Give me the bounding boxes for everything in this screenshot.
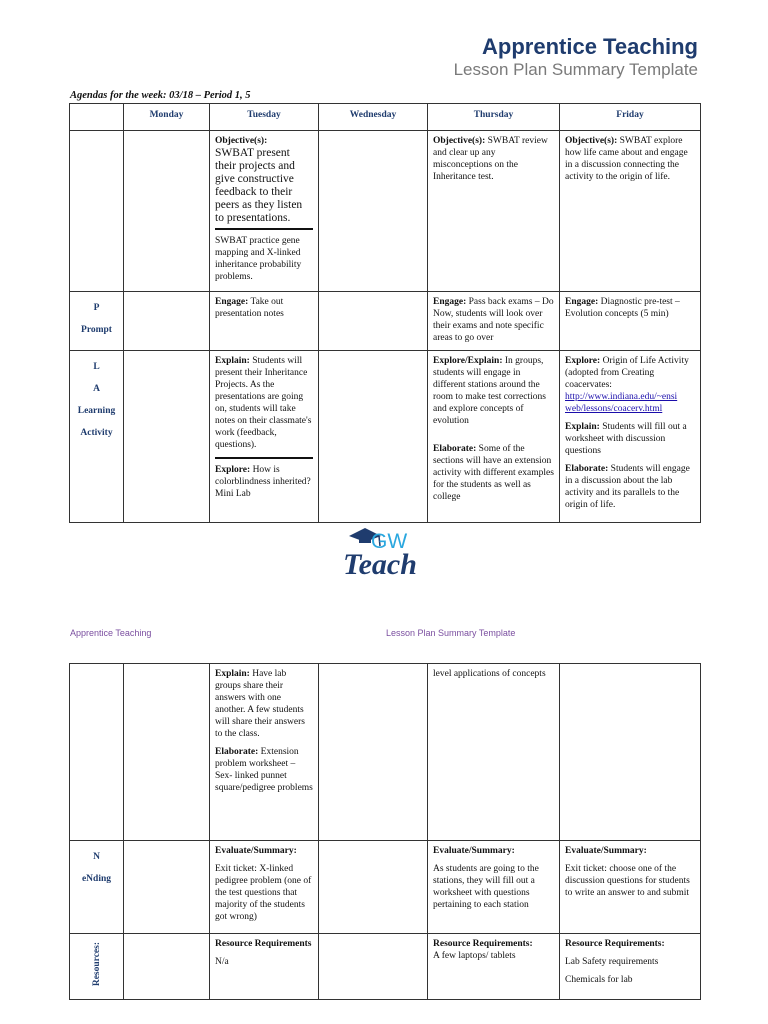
objective-label-cell	[70, 131, 124, 292]
row-label: Activity	[80, 428, 113, 438]
friday-continued	[560, 664, 701, 841]
resources-row	[70, 934, 701, 1000]
elaborate-block	[433, 443, 554, 503]
evaluate-text: Exit ticket: X-linked pedigree problem (one of the test questions that majority of the students got wrong)	[215, 864, 312, 922]
row-letter: L	[93, 362, 100, 372]
explore-label: Explore:	[565, 356, 601, 366]
explain-label: Explain:	[215, 669, 250, 679]
evaluate-text: As students are going to the stations, they will fill out a worksheet with questions pertaining to each station	[433, 864, 539, 910]
resources-label: Resources:	[91, 942, 102, 987]
tuesday-learning	[210, 351, 319, 523]
monday-prompt	[124, 292, 210, 351]
evaluate-label	[215, 845, 313, 857]
wednesday-ending	[319, 841, 428, 934]
objective-label: Objective(s):	[215, 136, 268, 146]
elaborate-block	[565, 463, 695, 511]
friday-prompt	[560, 292, 701, 351]
elaborate-label: Elaborate:	[433, 444, 477, 454]
logo-bottom-text: Teach	[343, 548, 417, 581]
explore-block	[433, 355, 554, 427]
day-tuesday: Tuesday	[210, 104, 319, 131]
learning-row	[70, 351, 701, 523]
explain-label: Explain:	[215, 356, 250, 366]
thursday-objective	[428, 131, 560, 292]
resource-text: N/a	[215, 957, 229, 967]
explain-block	[565, 421, 695, 457]
row-letter: P	[93, 303, 100, 313]
footer-center: Lesson Plan Summary Template	[386, 628, 516, 638]
evaluate-label	[433, 845, 554, 857]
lesson-plan-table-top	[69, 103, 701, 523]
elaborate-text: Extension problem worksheet – Sex- linked punnet square/pedigree problems	[215, 747, 313, 793]
day-thursday: Thursday	[428, 104, 560, 131]
explain-block	[215, 355, 313, 451]
elaborate-label: Elaborate:	[215, 747, 259, 757]
resource-item: Lab Safety requirements	[565, 957, 659, 967]
wednesday-prompt	[319, 292, 428, 351]
evaluate-label	[565, 845, 695, 857]
wednesday-continued	[319, 664, 428, 841]
row-label: Learning	[77, 406, 116, 416]
friday-ending	[560, 841, 701, 934]
gw-teach-logo	[343, 522, 438, 582]
monday-objective	[124, 131, 210, 292]
ending-label-cell	[70, 841, 124, 934]
engage-text: Diagnostic pre-test – Evolution concepts (5 min)	[565, 297, 680, 319]
wednesday-objective	[319, 131, 428, 292]
learning-label-cell	[70, 351, 124, 523]
objective-label: Objective(s):	[565, 136, 618, 146]
monday-resources	[124, 934, 210, 1000]
resource-label	[565, 938, 695, 950]
row-letter: A	[93, 384, 100, 394]
continued-label-cell	[70, 664, 124, 841]
prompt-label-cell	[70, 292, 124, 351]
objective-extra: SWBAT practice gene mapping and X-linked inheritance probability problems.	[215, 236, 302, 282]
thursday-ending	[428, 841, 560, 934]
explain-label: Explain:	[565, 422, 600, 432]
evaluate-text: Exit ticket: choose one of the discussion questions for students to write an answer to and submit	[565, 864, 690, 898]
objective-text: SWBAT review and clear up any misconceptions on the Inheritance test.	[433, 136, 548, 182]
footer-left: Apprentice Teaching	[70, 628, 152, 638]
objective-label: Objective(s):	[433, 136, 486, 146]
objective-text: SWBAT explore how life came about and engage in a discussion connecting the activity to the origin of life.	[565, 136, 688, 182]
day-monday: Monday	[124, 104, 210, 131]
elaborate-block	[215, 746, 313, 794]
engage-label: Engage:	[565, 297, 599, 307]
logo-top-text: GW	[371, 530, 408, 553]
coacervates-link[interactable]: http://www.indiana.edu/~ensi web/lessons/coacerv.html	[565, 392, 678, 414]
explore-text: Origin of Life Activity (adopted from Creating coacervates:	[565, 356, 689, 390]
tuesday-resources	[210, 934, 319, 1000]
ending-row	[70, 841, 701, 934]
evaluate-label-text: Evaluate/Summary:	[215, 846, 297, 856]
divider	[215, 228, 313, 230]
wednesday-learning	[319, 351, 428, 523]
thursday-continued	[428, 664, 560, 841]
divider	[215, 457, 313, 459]
explore-block	[215, 464, 313, 500]
engage-label: Engage:	[433, 297, 467, 307]
engage-text: Take out presentation notes	[215, 297, 284, 319]
objective-text: SWBAT present their projects and give constructive feedback to their peers as they listen to presentations.	[215, 147, 303, 224]
resource-label	[215, 938, 313, 950]
row-label: Prompt	[81, 325, 112, 335]
tuesday-continued	[210, 664, 319, 841]
day-header-row	[70, 104, 701, 131]
thursday-prompt	[428, 292, 560, 351]
monday-ending	[124, 841, 210, 934]
evaluate-label-text: Evaluate/Summary:	[433, 846, 515, 856]
resource-label-text: Resource Requirements	[215, 939, 312, 949]
resource-item: Chemicals for lab	[565, 975, 633, 985]
prompt-row	[70, 292, 701, 351]
explain-block	[215, 668, 313, 740]
resource-text: A few laptops/ tablets	[433, 951, 516, 961]
tuesday-objective	[210, 131, 319, 292]
friday-objective	[560, 131, 701, 292]
tuesday-ending	[210, 841, 319, 934]
explain-text: Students will present their Inheritance Projects. As the presentations are going on, students will take notes on their classmate's work (feedback, questions).	[215, 356, 312, 450]
day-wednesday: Wednesday	[319, 104, 428, 131]
objective-row	[70, 131, 701, 292]
engage-text: Pass back exams – Do Now, students will look over their exams and note specific areas to go over	[433, 297, 554, 343]
row-letter: N	[93, 852, 100, 862]
monday-learning	[124, 351, 210, 523]
friday-resources	[560, 934, 701, 1000]
evaluate-label-text: Evaluate/Summary:	[565, 846, 647, 856]
engage-label: Engage:	[215, 297, 249, 307]
elaborate-text: Students will engage in a discussion about the lab activity and its parallels to the origin of life.	[565, 464, 690, 510]
elaborate-text: Some of the sections will have an extension activity with different examples for the students as well as college	[433, 444, 554, 502]
monday-continued	[124, 664, 210, 841]
day-friday: Friday	[560, 104, 701, 131]
explore-label: Explore:	[215, 465, 251, 475]
tuesday-prompt	[210, 292, 319, 351]
explore-label: Explore/Explain:	[433, 356, 503, 366]
explain-text: Have lab groups share their answers with one another. A few students will share their answers to the class.	[215, 669, 305, 739]
elaborate-label: Elaborate:	[565, 464, 609, 474]
page-title: Apprentice Teaching	[482, 34, 698, 59]
explain-text: Students will fill out a worksheet with discussion questions	[565, 422, 687, 456]
resource-label: Resource Requirements:	[433, 939, 533, 949]
friday-learning	[560, 351, 701, 523]
explore-block	[565, 355, 695, 415]
resource-label-text: Resource Requirements:	[565, 939, 665, 949]
row-label: eNding	[81, 874, 112, 884]
wednesday-resources	[319, 934, 428, 1000]
explore-text: How is colorblindness inherited? Mini Lab	[215, 465, 311, 499]
corner-cell	[70, 104, 124, 131]
page-subtitle: Lesson Plan Summary Template	[453, 60, 698, 79]
continued-row	[70, 664, 701, 841]
thursday-resources	[428, 934, 560, 1000]
lesson-plan-table-bottom	[69, 663, 701, 1000]
thursday-learning	[428, 351, 560, 523]
explore-text: In groups, students will engage in different stations around the room to make test corrections and explore concepts of evolution	[433, 356, 546, 426]
continued-text: level applications of concepts	[433, 669, 546, 679]
resources-label-cell	[70, 934, 124, 1000]
agenda-week-label: Agendas for the week: 03/18 – Period 1, 5	[70, 90, 251, 101]
